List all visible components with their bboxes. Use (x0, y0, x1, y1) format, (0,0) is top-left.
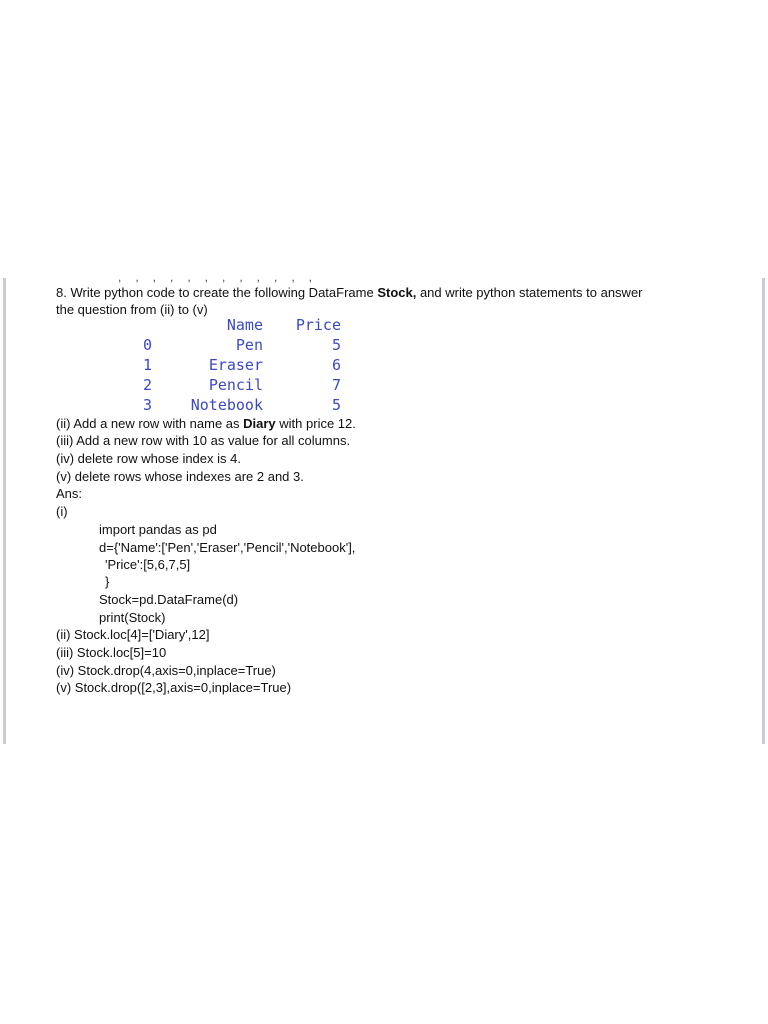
row-name: Notebook (190, 396, 263, 414)
cropped-text-fragment: ,,,,,,,,,,,, (118, 270, 327, 284)
row-price: 7 (331, 376, 341, 394)
code-line: print(Stock) (99, 610, 166, 625)
code-line: 'Price':[5,6,7,5] (105, 557, 191, 572)
answer-part-i: (i) (56, 504, 68, 519)
code-line: } (105, 574, 110, 589)
question-text: 8. Write python code to create the following DataFrame (56, 285, 378, 300)
subquestion-ii (56, 415, 356, 432)
right-border (762, 278, 765, 744)
question-text-end: and write python statements to answer (416, 285, 643, 300)
row-name: Pen (235, 336, 263, 354)
subquestion-v: (v) delete rows whose indexes are 2 and 3. (56, 469, 304, 484)
column-header-name: Name (226, 316, 263, 334)
row-name: Eraser (208, 356, 263, 374)
document-page (0, 270, 768, 744)
answer-iii: (iii) Stock.loc[5]=10 (56, 645, 167, 660)
subquestion-bold-diary: Diary (243, 416, 276, 431)
subquestion-text-end: with price 12. (275, 416, 356, 431)
subquestion-iii: (iii) Add a new row with 10 as value for all columns. (56, 433, 351, 448)
row-index: 1 (143, 356, 153, 374)
row-price: 5 (331, 336, 341, 354)
row-price: 6 (331, 356, 341, 374)
subquestion-iv: (iv) delete row whose index is 4. (56, 451, 241, 466)
left-border (3, 278, 6, 744)
column-header-price: Price (295, 316, 341, 334)
answer-iv: (iv) Stock.drop(4,axis=0,inplace=True) (56, 663, 276, 678)
question-line-1 (56, 284, 643, 301)
code-line: Stock=pd.DataFrame(d) (99, 592, 239, 607)
row-index: 3 (143, 396, 153, 414)
question-line-2: the question from (ii) to (v) (56, 302, 208, 317)
answer-v: (v) Stock.drop([2,3],axis=0,inplace=True) (56, 680, 292, 695)
code-line: import pandas as pd (99, 522, 217, 537)
code-line: d={'Name':['Pen','Eraser','Pencil','Notebook'], (99, 540, 356, 555)
row-price: 5 (331, 396, 341, 414)
row-name: Pencil (208, 376, 263, 394)
answer-ii: (ii) Stock.loc[4]=['Diary',12] (56, 627, 210, 642)
answer-label: Ans: (56, 486, 83, 501)
row-index: 0 (143, 336, 153, 354)
row-index: 2 (143, 376, 153, 394)
subquestion-text: (ii) Add a new row with name as (56, 416, 244, 431)
question-bold-stock: Stock, (377, 285, 417, 300)
